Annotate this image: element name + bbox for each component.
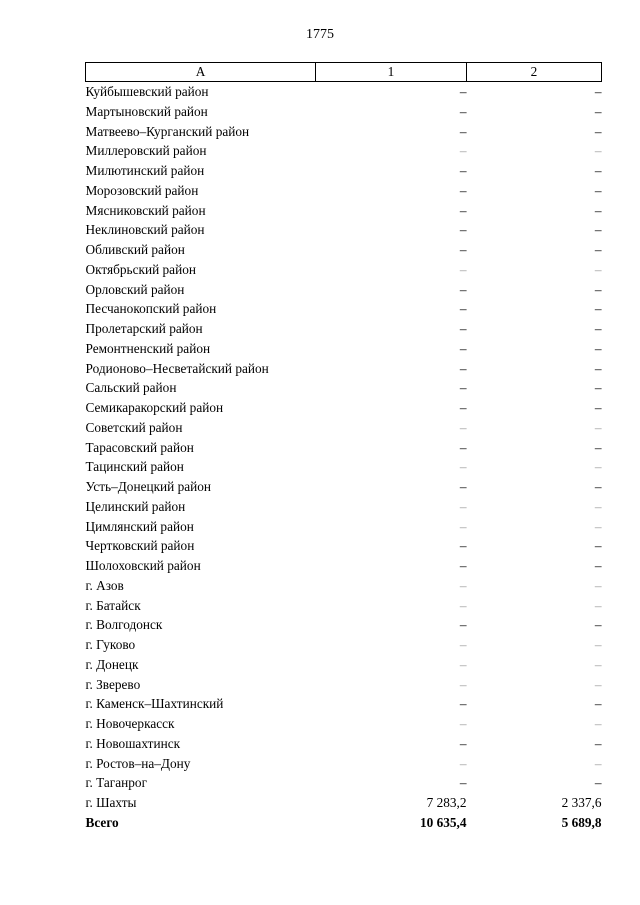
value-col-1: – [459, 321, 467, 336]
value-col-2: – [594, 419, 602, 435]
table-row [86, 201, 602, 221]
table-row [86, 240, 602, 260]
district-name: Неклиновский район [85, 222, 205, 238]
value-col-1: – [459, 340, 467, 356]
district-name: г. Новошахтинск [85, 735, 181, 751]
value-col-2: – [594, 696, 602, 712]
value-col-2: – [594, 222, 602, 238]
district-name: Сальский район [85, 380, 177, 396]
district-name: Миллеровский район [85, 143, 207, 159]
table-row [86, 773, 602, 793]
district-name: Мясниковский район [85, 202, 206, 218]
value-col-1: – [459, 84, 467, 99]
district-name: Милютинский район [85, 163, 205, 178]
value-col-2: – [594, 518, 602, 534]
value-col-2: – [594, 676, 602, 692]
value-col-1: – [459, 202, 467, 218]
total-col-2: 5 689,8 [561, 814, 602, 830]
value-col-2: – [594, 459, 602, 475]
value-col-2: – [594, 775, 602, 791]
district-name: Чертковский район [85, 538, 195, 554]
value-col-2: – [594, 202, 602, 218]
district-name: Ремонтненский район [85, 340, 211, 356]
district-name: Обливский район [85, 242, 185, 257]
value-col-2: – [594, 123, 602, 139]
district-name: Морозовский район [85, 182, 199, 198]
table-row [86, 457, 602, 477]
value-col-1: – [459, 577, 467, 593]
value-col-2: – [594, 84, 602, 99]
table-row [86, 260, 602, 280]
district-name: Октябрьский район [85, 261, 196, 277]
value-col-2: – [594, 439, 602, 455]
value-col-2: – [594, 321, 602, 336]
value-col-1: – [459, 518, 467, 534]
table-header-row [86, 63, 602, 82]
table-row [86, 576, 602, 596]
value-col-1: – [459, 123, 467, 139]
table-row [86, 596, 602, 616]
district-name: Советский район [85, 419, 183, 435]
value-col-1: – [459, 676, 467, 692]
table-row [86, 82, 602, 102]
table-row [86, 102, 602, 122]
district-name: г. Волгодонск [85, 617, 163, 633]
value-col-1: – [459, 242, 467, 257]
table-row [86, 418, 602, 438]
value-col-2: – [594, 498, 602, 514]
table-row [86, 694, 602, 714]
value-col-2: – [594, 182, 602, 198]
value-col-2: – [594, 340, 602, 356]
value-col-2: – [594, 479, 602, 494]
value-col-1: – [459, 696, 467, 712]
district-name: Песчанокопский район [85, 301, 217, 317]
district-name: Усть–Донецкий район [85, 479, 212, 494]
value-col-2: – [594, 242, 602, 257]
district-name: г. Батайск [85, 597, 141, 613]
total-col-1: 10 635,4 [419, 814, 467, 830]
table-row [86, 615, 602, 635]
table-row [86, 556, 602, 576]
district-name: г. Новочеркасск [85, 716, 175, 731]
value-col-1: – [459, 182, 467, 198]
district-name: Тарасовский район [85, 439, 194, 455]
column-header-a: А [86, 63, 316, 82]
table-row [86, 517, 602, 537]
value-col-1: – [459, 656, 467, 672]
value-col-1: – [459, 479, 467, 494]
district-name: Цимлянский район [85, 518, 194, 534]
value-col-1: – [459, 380, 467, 396]
district-name: г. Зверево [85, 676, 141, 692]
value-col-2: – [594, 261, 602, 277]
district-name: Шолоховский район [85, 558, 201, 573]
value-col-2: – [594, 716, 602, 731]
value-col-1: – [459, 538, 467, 554]
value-col-2: – [594, 558, 602, 573]
table-row [86, 319, 602, 339]
district-name: Родионово–Несветайский район [85, 360, 269, 376]
value-col-1: – [459, 597, 467, 613]
table-row [86, 378, 602, 398]
value-col-2: – [594, 301, 602, 317]
value-col-1: – [459, 439, 467, 455]
total-row [86, 813, 602, 833]
table-row [86, 635, 602, 655]
value-col-2: 2 337,6 [561, 795, 602, 810]
value-col-1: – [459, 261, 467, 277]
value-col-1: 7 283,2 [426, 795, 467, 810]
value-col-1: – [459, 735, 467, 751]
value-col-1: – [459, 360, 467, 376]
table-row [86, 793, 602, 813]
value-col-2: – [594, 400, 602, 415]
table-body [86, 82, 602, 833]
table-row [86, 161, 602, 181]
table-row [86, 675, 602, 695]
value-col-1: – [459, 103, 467, 119]
value-col-1: – [459, 459, 467, 475]
page-number: 1775 [306, 27, 334, 42]
table-row [86, 280, 602, 300]
district-name: г. Таганрог [85, 775, 148, 791]
value-col-2: – [594, 597, 602, 613]
value-col-2: – [594, 360, 602, 376]
value-col-1: – [459, 775, 467, 791]
value-col-1: – [459, 755, 467, 771]
column-header-2: 2 [467, 63, 602, 82]
value-col-2: – [594, 380, 602, 396]
table-row [86, 141, 602, 161]
value-col-2: – [594, 103, 602, 119]
value-col-1: – [459, 558, 467, 573]
table-row [86, 477, 602, 497]
district-name: г. Ростов–на–Дону [85, 755, 191, 771]
table-row [86, 339, 602, 359]
table-row [86, 398, 602, 418]
value-col-1: – [459, 143, 467, 159]
value-col-2: – [594, 617, 602, 633]
table-row [86, 299, 602, 319]
district-name: Матвеево–Курганский район [85, 123, 250, 139]
district-name: Семикаракорский район [85, 400, 224, 415]
district-name: Орловский район [85, 281, 185, 297]
table-row [86, 438, 602, 458]
value-col-1: – [459, 637, 467, 652]
value-col-2: – [594, 735, 602, 751]
total-label: Всего [85, 814, 119, 830]
value-col-2: – [594, 281, 602, 297]
value-col-2: – [594, 538, 602, 554]
value-col-2: – [594, 577, 602, 593]
column-header-1: 1 [316, 63, 467, 82]
district-name: Куйбышевский район [85, 84, 209, 99]
value-col-2: – [594, 656, 602, 672]
table-row [86, 536, 602, 556]
table-row [86, 181, 602, 201]
district-name: Целинский район [85, 498, 186, 514]
table-row [86, 497, 602, 517]
data-table [85, 62, 602, 833]
value-col-1: – [459, 400, 467, 415]
district-name: г. Гуково [85, 637, 136, 652]
district-name: г. Азов [85, 577, 124, 593]
table-row [86, 122, 602, 142]
value-col-1: – [459, 163, 467, 178]
district-name: г. Каменск–Шахтинский [85, 696, 224, 712]
district-name: Тацинский район [85, 459, 184, 475]
value-col-1: – [459, 301, 467, 317]
value-col-1: – [459, 281, 467, 297]
value-col-1: – [459, 498, 467, 514]
value-col-1: – [459, 419, 467, 435]
value-col-1: – [459, 617, 467, 633]
value-col-2: – [594, 143, 602, 159]
table-row [86, 359, 602, 379]
value-col-1: – [459, 716, 467, 731]
district-name: Пролетарский район [85, 321, 203, 336]
table-row [86, 655, 602, 675]
district-name: г. Шахты [85, 795, 137, 810]
value-col-2: – [594, 755, 602, 771]
district-name: г. Донецк [85, 656, 139, 672]
table-row [86, 714, 602, 734]
district-name: Мартыновский район [85, 103, 208, 119]
table-row [86, 754, 602, 774]
value-col-1: – [459, 222, 467, 238]
value-col-2: – [594, 163, 602, 178]
table-row [86, 220, 602, 240]
table-row [86, 734, 602, 754]
value-col-2: – [594, 637, 602, 652]
